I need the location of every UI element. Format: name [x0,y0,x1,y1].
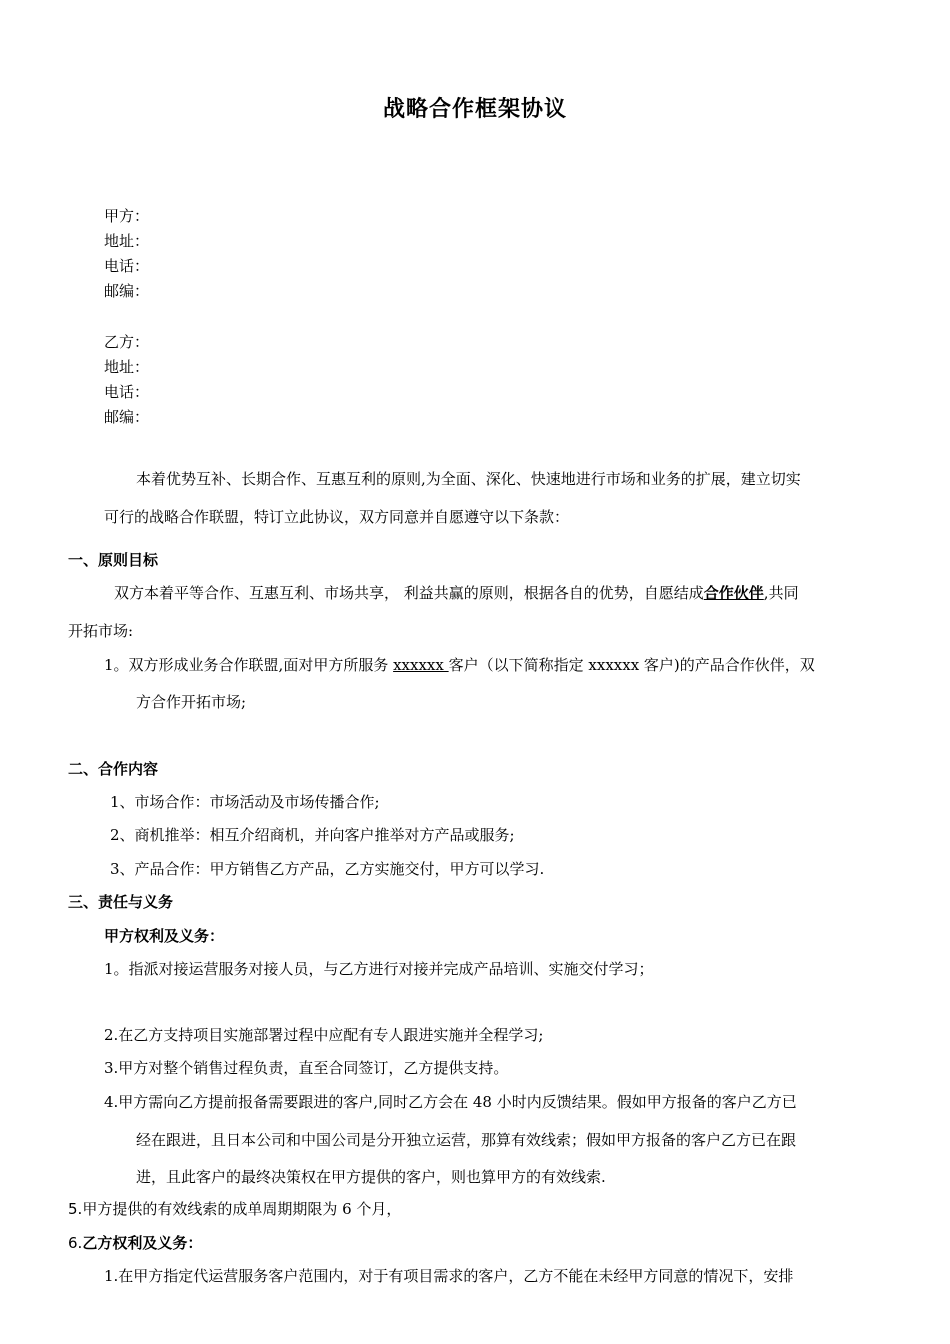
section-1-item-1-line-2: 方合作开拓市场; [136,693,247,711]
party-a-duty-4-line-2: 经在跟进，且日本公司和中国公司是分开独立运营，那算有效线索；假如甲方报备的客户乙方已在跟 [136,1131,797,1149]
party-a-duty-2: 2.在乙方支持项目实施部署过程中应配有专人跟进实施并全程学习; [104,1026,544,1044]
party-b-label: 乙方： [104,333,150,351]
client-placeholder: xxxxxx [393,656,449,674]
party-a-duty-4-line-3: 进，且此客户的最终决策权在甲方提供的客户，则也算甲方的有效线索. [136,1168,606,1186]
duty-5-number: 5. [68,1200,83,1218]
party-b-duties-heading [68,1233,202,1253]
item-1-text-before: 1。双方形成业务合作联盟,面对甲方所服务 [104,656,394,674]
section-2-item: 1、市场合作：市场活动及市场传播合作; [110,793,380,811]
party-b-number: 6. [68,1234,83,1252]
party-a-duty-3: 3.甲方对整个销售过程负责，直至合同签订，乙方提供支持。 [104,1059,509,1077]
section-3-heading: 三、责任与义务 [68,893,174,911]
party-a-duty-5 [68,1199,401,1219]
section-1-item-1 [104,655,815,675]
section-1-paragraph-line-2: 开拓市场: [68,622,134,640]
item-1-text-after: 客户（以下简称指定 xxxxxx 客户)的产品合作伙伴，双 [448,656,815,674]
document-title: 战略合作框架协议 [382,97,567,122]
section-1-heading: 一、原则目标 [68,551,159,569]
party-b-phone-label: 电话： [104,383,150,401]
duty-5-text: 甲方提供的有效线索的成单周期期限为 6 个月， [82,1200,402,1218]
party-b-duties-title: 乙方权利及义务： [82,1234,203,1252]
intro-line-2: 可行的战略合作联盟，特订立此协议，双方同意并自愿遵守以下条款： [104,508,570,526]
party-a-duties-heading: 甲方权利及义务： [104,927,225,945]
partner-emphasis: 合作伙伴 [703,584,764,602]
section-2-item: 3、产品合作：甲方销售乙方产品，乙方实施交付，甲方可以学习. [110,860,545,878]
party-a-postcode-label: 邮编： [104,282,150,300]
party-b-address-label: 地址： [104,358,150,376]
section-1-paragraph [114,583,799,603]
party-b-duty-1: 1.在甲方指定代运营服务客户范围内，对于有项目需求的客户，乙方不能在未经甲方同意的情况下，安排 [104,1267,794,1285]
section-1-text-before: 双方本着平等合作、互惠互利、市场共享， 利益共赢的原则，根据各自的优势，自愿结成 [114,584,704,602]
party-a-label: 甲方： [104,207,150,225]
party-a-phone-label: 电话： [104,257,150,275]
party-a-duty-1: 1。指派对接运营服务对接人员，与乙方进行对接并完成产品培训、实施交付学习； [104,960,654,978]
section-2-item: 2、商机推举：相互介绍商机，并向客户推举对方产品或服务; [110,826,515,844]
party-b-postcode-label: 邮编： [104,408,150,426]
intro-line-1: 本着优势互补、长期合作、互惠互利的原则,为全面、深化、快速地进行市场和业务的扩展，建立切实 [136,470,801,488]
section-2-heading: 二、合作内容 [68,760,159,778]
party-a-address-label: 地址： [104,232,150,250]
section-1-text-after: ,共同 [763,584,799,602]
party-a-duty-4: 4.甲方需向乙方提前报备需要跟进的客户,同时乙方会在 48 小时内反馈结果。假如甲方报备的客户乙方已 [104,1093,797,1111]
